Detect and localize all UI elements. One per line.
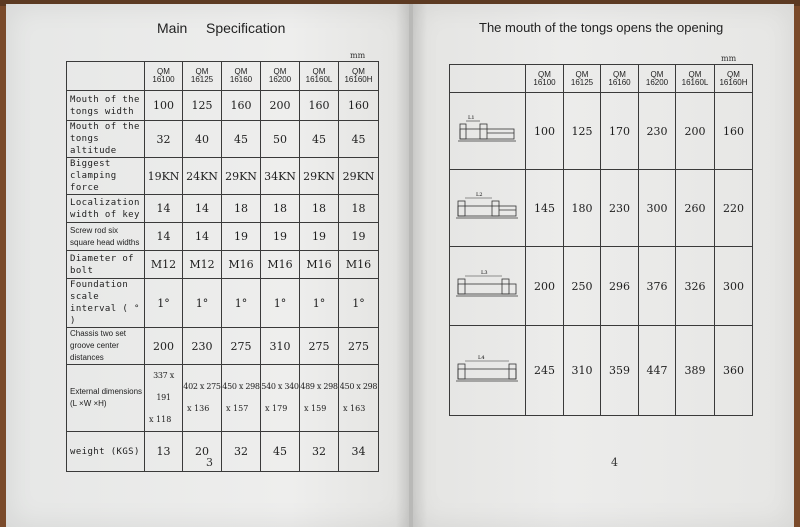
opening-header-row <box>450 65 753 93</box>
spec-value: M16 <box>222 251 261 279</box>
spec-value: 160 <box>222 91 261 121</box>
spec-value: 19KN <box>145 158 183 195</box>
spec-value: 14 <box>183 223 222 251</box>
spec-row <box>67 195 379 223</box>
opening-table <box>449 64 753 416</box>
spec-value: M12 <box>145 251 183 279</box>
vise-opening-diagram-l2 <box>454 188 522 228</box>
spec-value: 230 <box>183 328 222 365</box>
left-units: mm <box>350 51 366 60</box>
opening-value: 296 <box>601 247 639 326</box>
spec-value: 18 <box>339 195 379 223</box>
spec-value: 1° <box>300 279 339 328</box>
spec-value: 14 <box>145 195 183 223</box>
svg-text:L1: L1 <box>467 115 475 121</box>
opening-row <box>450 247 753 326</box>
vise-opening-diagram-l1 <box>454 111 522 151</box>
left-title-main: Main <box>157 20 188 36</box>
opening-value: 389 <box>676 326 715 416</box>
vise-opening-diagram-l4 <box>454 351 522 391</box>
spec-value: 125 <box>183 91 222 121</box>
opening-value: 260 <box>676 170 715 247</box>
opening-value: 250 <box>564 247 601 326</box>
spec-value: 275 <box>339 328 379 365</box>
spec-value: 20 <box>183 432 222 472</box>
spec-dimension: 450 x 298 x 157 <box>222 365 261 432</box>
model-header: QM 16200 <box>639 65 676 93</box>
spec-value: 34KN <box>261 158 300 195</box>
right-title: The mouth of the tongs opens the opening <box>479 20 724 35</box>
model-header: QM 16100 <box>526 65 564 93</box>
opening-value: 230 <box>639 93 676 170</box>
opening-value: 200 <box>676 93 715 170</box>
vise-diagram-cell <box>450 247 526 326</box>
spec-value: 100 <box>145 91 183 121</box>
opening-value: 200 <box>526 247 564 326</box>
model-header: QM 16100 <box>145 62 183 91</box>
spec-value: 32 <box>300 432 339 472</box>
spec-value: M16 <box>261 251 300 279</box>
row-label: Diameter of bolt <box>67 251 145 279</box>
row-label: Mouth of the tongs width <box>67 91 145 121</box>
vise-opening-diagram-l3 <box>454 266 522 306</box>
spec-value: 32 <box>222 432 261 472</box>
spec-header-row <box>67 62 379 91</box>
spec-value: 13 <box>145 432 183 472</box>
spec-value: 45 <box>339 121 379 158</box>
right-page-number: 4 <box>611 456 618 469</box>
spec-row <box>67 158 379 195</box>
spec-value: 45 <box>261 432 300 472</box>
spec-value: 24KN <box>183 158 222 195</box>
spec-row <box>67 279 379 328</box>
spec-value: 19 <box>339 223 379 251</box>
svg-text:L4: L4 <box>477 354 485 361</box>
opening-value: 125 <box>564 93 601 170</box>
opening-value: 326 <box>676 247 715 326</box>
spec-value: 34 <box>339 432 379 472</box>
spec-value: 1° <box>222 279 261 328</box>
opening-value: 230 <box>601 170 639 247</box>
opening-row <box>450 326 753 416</box>
spec-dimension: 540 x 340 x 179 <box>261 365 300 432</box>
spec-value: 14 <box>145 223 183 251</box>
spec-value: 19 <box>300 223 339 251</box>
spec-value: 275 <box>222 328 261 365</box>
spec-row <box>67 223 379 251</box>
vise-diagram-cell <box>450 326 526 416</box>
spec-row <box>67 328 379 365</box>
model-header: QM 16160H <box>715 65 753 93</box>
vise-diagram-cell <box>450 93 526 170</box>
opening-value: 170 <box>601 93 639 170</box>
spec-dimension: 450 x 298 x 163 <box>339 365 379 432</box>
spec-dimension: 402 x 275 x 136 <box>183 365 222 432</box>
spec-value: 50 <box>261 121 300 158</box>
model-header: QM 16125 <box>564 65 601 93</box>
spec-value: 1° <box>339 279 379 328</box>
vise-diagram-cell <box>450 170 526 247</box>
model-header: QM 16160L <box>300 62 339 91</box>
row-label: External dimensions (L ×W ×H) <box>67 365 145 432</box>
row-label: Localization width of key <box>67 195 145 223</box>
left-title-spec: Specification <box>206 20 286 36</box>
opening-value: 376 <box>639 247 676 326</box>
opening-value: 245 <box>526 326 564 416</box>
opening-row <box>450 170 753 247</box>
spec-value: 1° <box>261 279 300 328</box>
opening-value: 300 <box>715 247 753 326</box>
model-header: QM 16125 <box>183 62 222 91</box>
spec-value: 40 <box>183 121 222 158</box>
spec-value: 19 <box>261 223 300 251</box>
spec-value: 160 <box>300 91 339 121</box>
spec-value: 200 <box>261 91 300 121</box>
spec-row <box>67 365 379 432</box>
svg-text:L2: L2 <box>475 192 483 198</box>
spec-value: 29KN <box>300 158 339 195</box>
opening-row <box>450 93 753 170</box>
spec-value: 29KN <box>222 158 261 195</box>
model-header: QM 16160H <box>339 62 379 91</box>
opening-value: 180 <box>564 170 601 247</box>
spec-dimension: 337 x 191 x 118 <box>145 365 183 432</box>
model-header: QM 16200 <box>261 62 300 91</box>
spec-dimension: 489 x 298 x 159 <box>300 365 339 432</box>
row-label: Biggest clamping force <box>67 158 145 195</box>
spec-value: 32 <box>145 121 183 158</box>
row-label: Screw rod six square head widths <box>67 223 145 251</box>
spec-value: 200 <box>145 328 183 365</box>
spec-value: 14 <box>183 195 222 223</box>
opening-value: 360 <box>715 326 753 416</box>
spec-value: 1° <box>183 279 222 328</box>
spec-value: 19 <box>222 223 261 251</box>
spec-value: 45 <box>222 121 261 158</box>
opening-value: 160 <box>715 93 753 170</box>
book-gutter <box>409 4 413 527</box>
row-label: weight (KGS) <box>67 432 145 472</box>
opening-value: 145 <box>526 170 564 247</box>
row-label: Mouth of the tongs altitude <box>67 121 145 158</box>
spec-value: 1° <box>145 279 183 328</box>
spec-value: M16 <box>339 251 379 279</box>
spec-value: M12 <box>183 251 222 279</box>
spec-value: 18 <box>222 195 261 223</box>
row-label: Chassis two set groove center distances <box>67 328 145 365</box>
opening-value: 310 <box>564 326 601 416</box>
model-header: QM 16160 <box>601 65 639 93</box>
spec-corner-cell <box>67 62 145 91</box>
opening-value: 300 <box>639 170 676 247</box>
opening-value: 359 <box>601 326 639 416</box>
opening-corner-cell <box>450 65 526 93</box>
spec-value: M16 <box>300 251 339 279</box>
row-label: Foundation scale interval ( ° ) <box>67 279 145 328</box>
model-header: QM 16160L <box>676 65 715 93</box>
opening-value: 220 <box>715 170 753 247</box>
svg-text:L3: L3 <box>480 270 488 276</box>
spec-value: 29KN <box>339 158 379 195</box>
spec-value: 45 <box>300 121 339 158</box>
right-units: mm <box>721 54 737 63</box>
spec-value: 275 <box>300 328 339 365</box>
spec-value: 18 <box>261 195 300 223</box>
spec-row <box>67 251 379 279</box>
opening-value: 447 <box>639 326 676 416</box>
model-header: QM 16160 <box>222 62 261 91</box>
spec-value: 160 <box>339 91 379 121</box>
spec-value: 18 <box>300 195 339 223</box>
specification-table <box>66 61 379 472</box>
opening-value: 100 <box>526 93 564 170</box>
spec-row <box>67 121 379 158</box>
left-page-number: 3 <box>206 456 213 469</box>
spec-value: 310 <box>261 328 300 365</box>
spec-row <box>67 91 379 121</box>
spec-row <box>67 432 379 472</box>
